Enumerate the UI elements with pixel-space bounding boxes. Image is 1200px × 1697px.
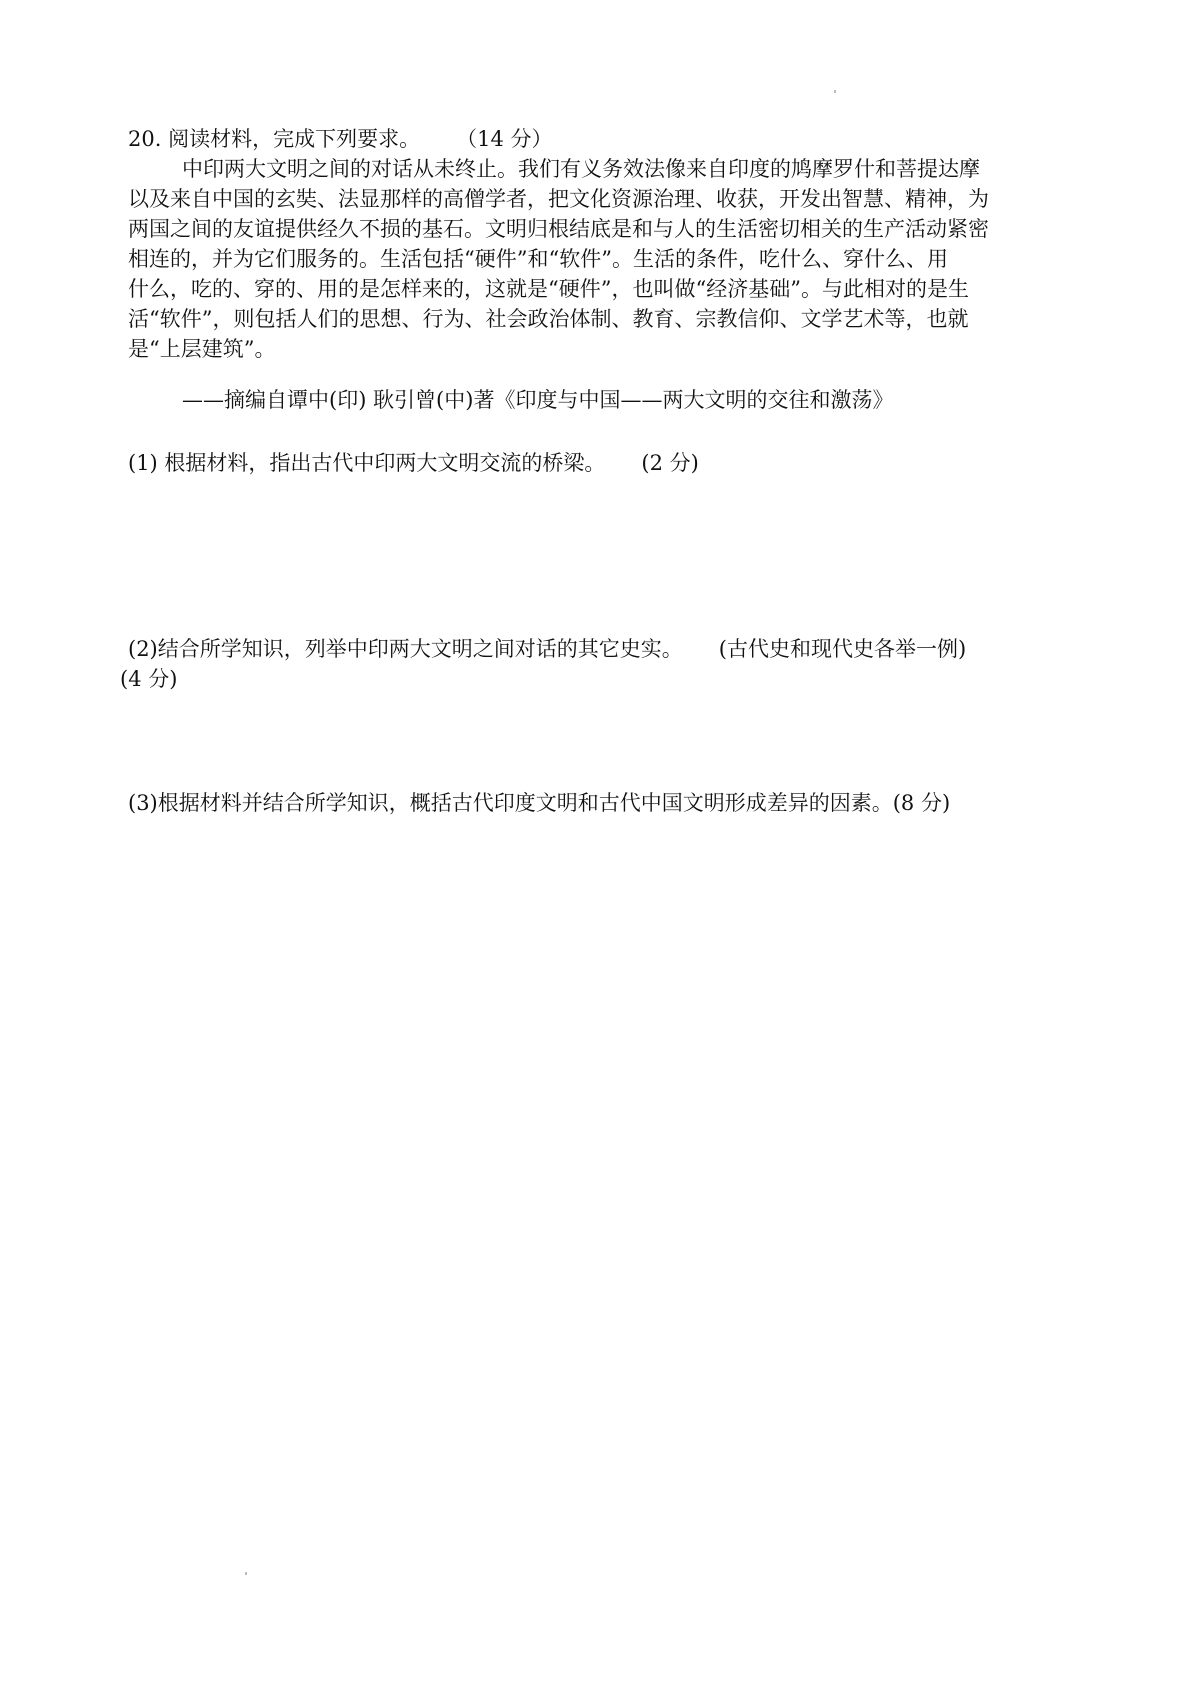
question-score: （14 分） [456, 127, 553, 151]
sub-question-3-text: (3)根据材料并结合所学知识，概括古代印度文明和古代中国文明形成差异的因素。(8 分) [128, 791, 951, 815]
material-passage [128, 154, 1088, 364]
scan-speck [245, 1572, 247, 1575]
material-line: 两国之间的友谊提供经久不损的基石。文明归根结底是和与人的生活密切相关的生产活动紧密 [128, 217, 989, 241]
sub-question-1 [128, 448, 699, 478]
material-line: 是“上层建筑”。 [128, 337, 276, 361]
question-number-title: 20. 阅读材料，完成下列要求。 [128, 127, 421, 151]
sub-question-1-score: (2 分) [641, 451, 699, 475]
material-line: 什么，吃的、穿的、用的是怎样来的，这就是“硬件”，也叫做“经济基础”。与此相对的是生 [128, 277, 969, 301]
sub-question-2 [128, 634, 966, 664]
scan-speck [834, 90, 836, 93]
sub-question-3 [128, 788, 950, 818]
material-line: 中印两大文明之间的对话从未终止。我们有义务效法像来自印度的鸠摩罗什和菩提达摩 [182, 157, 980, 181]
material-line: 以及来自中国的玄奘、法显那样的高僧学者，把文化资源治理、收获，开发出智慧、精神，为 [128, 187, 989, 211]
material-source: ——摘编自谭中(印) 耿引曾(中)著《印度与中国——两大文明的交往和激荡》 [182, 388, 894, 412]
sub-question-2-score: (4 分) [120, 667, 178, 691]
question-title [128, 124, 552, 154]
sub-question-1-text: (1) 根据材料，指出古代中印两大文明交流的桥梁。 [128, 451, 606, 475]
sub-question-2-text: (2)结合所学知识，列举中印两大文明之间对话的其它史实。 [128, 637, 683, 661]
sub-question-2-note: (古代史和现代史各举一例) [718, 637, 967, 661]
material-line: 活“软件”，则包括人们的思想、行为、社会政治体制、教育、宗教信仰、文学艺术等，也就 [128, 307, 969, 331]
material-line: 相连的，并为它们服务的。生活包括“硬件”和“软件”。生活的条件，吃什么、穿什么、用 [128, 247, 948, 271]
